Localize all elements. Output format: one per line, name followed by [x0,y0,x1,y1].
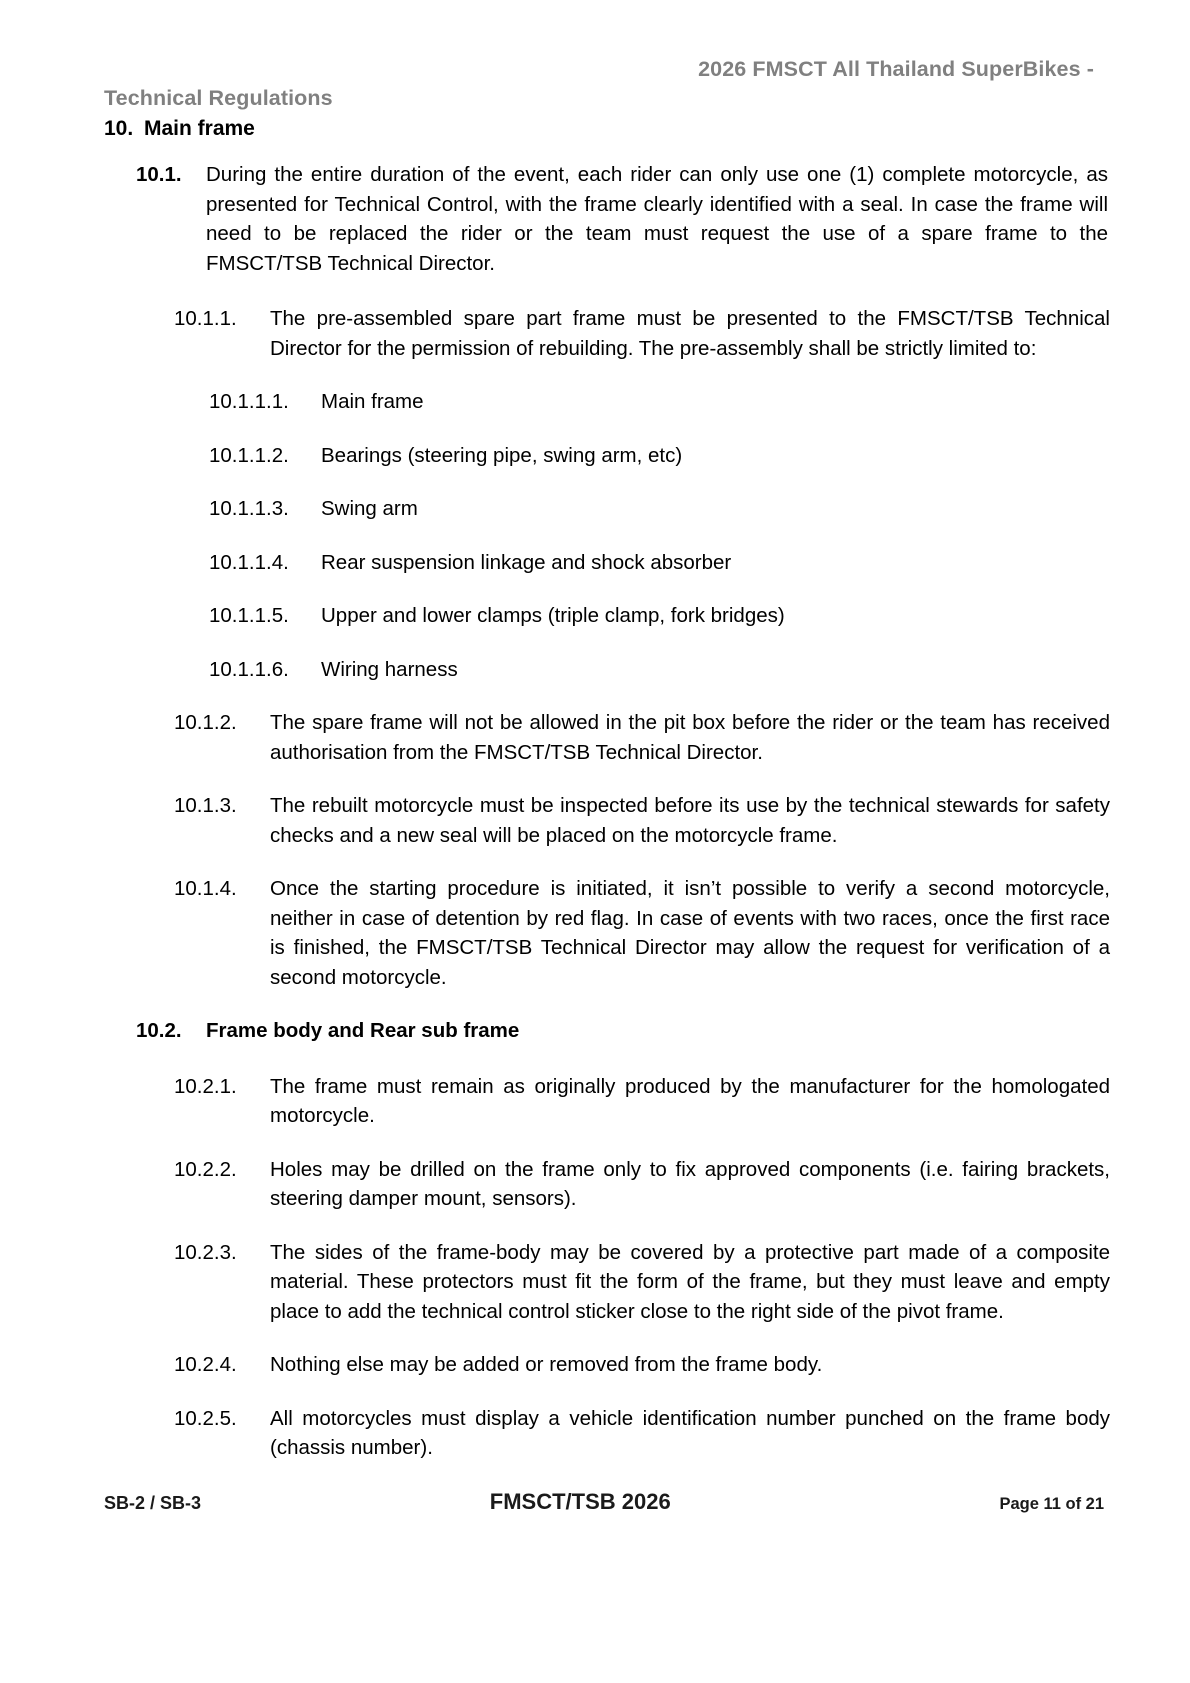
clause-10-1-1-6 [209,655,1110,685]
clause-text: Wiring harness [321,657,458,681]
clause-text: The frame must remain as originally produced by the manufacturer for the homologated motorcycle. [270,1074,1110,1128]
clause-number: 10.1.1. [174,307,237,331]
clause-10-2-1 [174,1072,1110,1131]
clause-number: 10.1.1.5. [209,604,289,628]
clause-text: During the entire duration of the event, each rider can only use one (1) complete motorcycle, as presented for Technical Control, with the frame clearly identified with a seal. In case the frame will need to be replaced the rider or the team must request the use of a spare frame to the FMSCT/TSB Technical Director. [206,163,1108,275]
clause-10-2 [136,1016,1110,1046]
clause-text: The sides of the frame-body may be covered by a protective part made of a composite material. These protectors must fit the form of the frame, but they must leave and empty place to add the technical control sticker close to the right side of the pivot frame. [270,1240,1110,1323]
clause-number: 10.1.1.3. [209,497,289,521]
section-heading [104,115,1094,142]
clause-text: Nothing else may be added or removed from the frame body. [270,1353,823,1377]
clause-10-1-2 [174,708,1110,767]
clause-number: 10.1.1.2. [209,443,289,467]
clause-number: 10.1.1.1. [209,390,289,414]
clause-10-2-2 [174,1155,1110,1214]
clause-text: All motorcycles must display a vehicle identification number punched on the frame body (chassis number). [270,1406,1110,1460]
clause-number: 10.1.3. [174,794,237,818]
clause-10-1-1-5 [209,601,1110,631]
page-header [104,56,1094,112]
clause-text: Frame body and Rear sub frame [206,1019,520,1043]
clause-text: Rear suspension linkage and shock absorber [321,550,732,574]
header-title-left: Technical Regulations [104,85,333,110]
footer-class-label: SB-2 / SB-3 [104,1493,202,1513]
clause-number: 10.2.4. [174,1353,237,1377]
clause-text: The spare frame will not be allowed in the pit box before the rider or the team has received authorisation from the FMSCT/TSB Technical Director. [270,711,1110,764]
clause-10-1-3 [174,791,1110,850]
clause-10-1-4 [174,874,1110,992]
clause-text: Holes may be drilled on the frame only to fix approved components (i.e. fairing brackets, steering damper mount, sensors). [270,1157,1110,1211]
section-heading-number: 10. [104,117,134,140]
clause-10-1-1-3 [209,494,1110,524]
clause-text: Bearings (steering pipe, swing arm, etc) [321,443,683,467]
clause-text: Once the starting procedure is initiated, it isn’t possible to verify a second motorcycle, neither in case of detention by red flag. In case of events with two races, once the first race is finished, the FMSCT/TSB Technical Director may allow the request for verification of a second motorcycle. [270,877,1110,989]
clause-number: 10.2.1. [174,1074,237,1098]
clause-text: Main frame [321,390,424,414]
clause-number: 10.1.2. [174,711,237,735]
clause-text: Swing arm [321,497,418,521]
clause-10-1-1-1 [209,387,1110,417]
clause-number: 10.2.2. [174,1157,237,1181]
clause-10-2-4 [174,1350,1110,1380]
clause-number: 10.2. [136,1019,182,1043]
clause-10-2-3 [174,1238,1110,1327]
footer-organisation: FMSCT/TSB 2026 [489,1489,671,1514]
clause-number: 10.2.5. [174,1406,237,1430]
section-heading-title: Main frame [144,117,255,140]
clause-10-1-1 [174,304,1110,363]
clause-10-1 [136,160,1110,278]
header-title-right: 2026 FMSCT All Thailand SuperBikes - [698,57,1094,81]
clause-number: 10.1. [136,163,182,186]
clause-text: The pre-assembled spare part frame must be presented to the FMSCT/TSB Technical Director for the permission of rebuilding. The pre-assembly shall be strictly limited to: [270,307,1110,360]
footer-page-number: Page 11 of 21 [999,1495,1104,1513]
clause-number: 10.1.1.4. [209,550,289,574]
clause-text: The rebuilt motorcycle must be inspected before its use by the technical stewards for safety checks and a new seal will be placed on the motorcycle frame. [270,794,1110,847]
clause-number: 10.1.1.6. [209,657,289,681]
clause-10-1-1-4 [209,548,1110,578]
clause-number: 10.2.3. [174,1240,237,1264]
clause-10-2-5 [174,1404,1110,1463]
page-footer [104,1489,1104,1515]
clause-text: Upper and lower clamps (triple clamp, fork bridges) [321,604,785,628]
document-body [104,160,1110,1487]
clause-10-1-1-2 [209,441,1110,471]
clause-number: 10.1.4. [174,877,237,901]
